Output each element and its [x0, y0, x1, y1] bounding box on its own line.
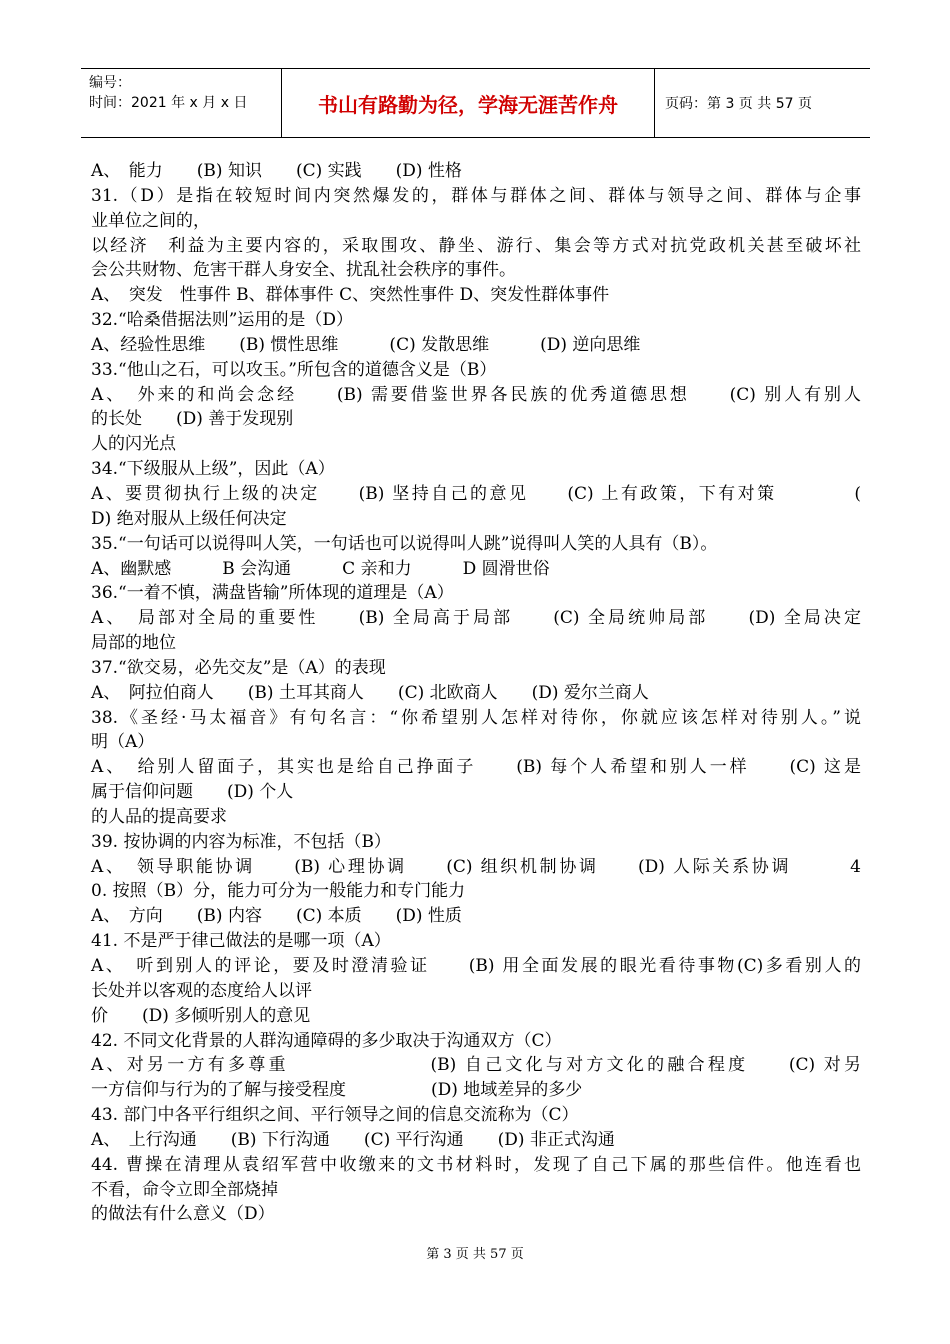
text-line: 长处并以客观的态度给人以评	[91, 980, 312, 1001]
text-line: 31.（D）是指在较短时间内突然爆发的，群体与群体之间、群体与领导之间、群体与企事	[91, 185, 861, 206]
text-line: 人的闪光点	[91, 434, 176, 455]
text-line: 0. 按照（B）分，能力可分为一般能力和专门能力	[91, 881, 466, 902]
text-line: A、经验性思维 (B) 惯性思维 (C) 发散思维 (D) 逆向思维	[91, 334, 641, 355]
text-line: 会公共财物、危害干群人身安全、扰乱社会秩序的事件。	[91, 260, 516, 281]
text-line: 不看，命令立即全部烧掉	[91, 1179, 278, 1200]
text-line: A、 突发 性事件 B、群体事件 C、突然性事件 D、突发性群体事件	[91, 285, 610, 306]
text-line: 局部的地位	[91, 633, 176, 654]
text-line: A、幽默感 B 会沟通 C 亲和力 D 圆滑世俗	[91, 558, 550, 579]
text-line: 的长处 (D) 善于发现别	[91, 409, 294, 430]
text-line: A、 方向 (B) 内容 (C) 本质 (D) 性质	[91, 906, 462, 927]
text-line: 的人品的提高要求	[91, 806, 227, 827]
text-line: A、 给别人留面子，其实也是给自己挣面子 (B) 每个人希望和别人一样 (C) 这是	[91, 757, 861, 778]
text-line: A、 阿拉伯商人 (B) 土耳其商人 (C) 北欧商人 (D) 爱尔兰商人	[91, 682, 649, 703]
text-line: 34.“下级服从上级”，因此（A）	[91, 459, 335, 480]
text-line: A、 上行沟通 (B) 下行沟通 (C) 平行沟通 (D) 非正式沟通	[91, 1129, 615, 1150]
header-motto: 书山有路勤为径，学海无涯苦作舟	[282, 69, 655, 137]
text-line: A、 听到别人的评论，要及时澄清验证 (B) 用全面发展的眼光看待事物(C)多看别人的	[91, 956, 861, 976]
text-line: A、对另一方有多尊重 (B) 自己文化与对方文化的融合程度 (C) 对另	[91, 1055, 861, 1076]
text-line: 32.“哈桑借据法则”运用的是（D）	[91, 310, 354, 331]
text-line: A、要贯彻执行上级的决定 (B) 坚持自己的意见 (C) 上有政策，下有对策 (	[91, 483, 861, 504]
text-line: A、 领导职能协调 (B) 心理协调 (C) 组织机制协调 (D) 人际关系协调 4	[91, 856, 861, 877]
document-body	[91, 159, 861, 1227]
text-line: 属于信仰问题 (D) 个人	[91, 782, 294, 803]
text-line: 37.“欲交易，必先交友”是（A）的表现	[91, 657, 386, 678]
text-line: 的做法有什么意义（D）	[91, 1204, 275, 1225]
text-line: 一方信仰与行为的了解与接受程度 (D) 地域差异的多少	[91, 1080, 583, 1101]
text-line: A、 局部对全局的重要性 (B) 全局高于局部 (C) 全局统帅局部 (D) 全局决定	[91, 608, 861, 629]
text-line: A、 外来的和尚会念经 (B) 需要借鉴世界各民族的优秀道德思想 (C) 别人有别人	[91, 384, 861, 405]
text-line: 36.“一着不慎，满盘皆输”所体现的道理是（A）	[91, 583, 454, 604]
page-footer: 第 3 页 共 57 页	[426, 1247, 524, 1262]
text-line: 43. 部门中各平行组织之间、平行领导之间的信息交流称为（C）	[91, 1105, 579, 1126]
text-line: 38.《圣经·马太福音》有句名言：“你希望别人怎样对待你，你就应该怎样对待别人。”说	[91, 707, 861, 728]
text-line: 35.“一句话可以说得叫人笑，一句话也可以说得叫人跳”说得叫人笑的人具有（B）。	[91, 533, 718, 554]
text-line: 明（A）	[91, 732, 155, 753]
text-line: D) 绝对服从上级任何决定	[91, 508, 287, 529]
text-line: A、 能力 (B) 知识 (C) 实践 (D) 性格	[91, 161, 462, 181]
page-header	[81, 68, 870, 138]
text-line: 33.“他山之石，可以攻玉。”所包含的道德含义是（B）	[91, 359, 497, 380]
header-meta	[81, 69, 282, 137]
doc-time-label: 时间：2021 年 x 月 x 日	[89, 95, 248, 111]
text-line: 44. 曹操在清理从袁绍军营中收缴来的文书材料时，发现了自己下属的那些信件。他连看也	[91, 1154, 861, 1175]
text-line: 41. 不是严于律己做法的是哪一项（A）	[91, 931, 391, 952]
header-page-number: 页码：第 3 页 共 57 页	[665, 96, 812, 112]
text-line: 39. 按协调的内容为标准，不包括（B）	[91, 831, 391, 852]
text-line: 42. 不同文化背景的人群沟通障碍的多少取决于沟通双方（C）	[91, 1030, 562, 1051]
text-line: 以经济 利益为主要内容的，采取围攻、静坐、游行、集会等方式对抗党政机关甚至破坏社	[91, 235, 861, 256]
text-line: 价 (D) 多倾听别人的意见	[91, 1005, 311, 1026]
text-line: 业单位之间的，	[91, 210, 210, 231]
doc-number-label: 编号：	[89, 75, 131, 91]
